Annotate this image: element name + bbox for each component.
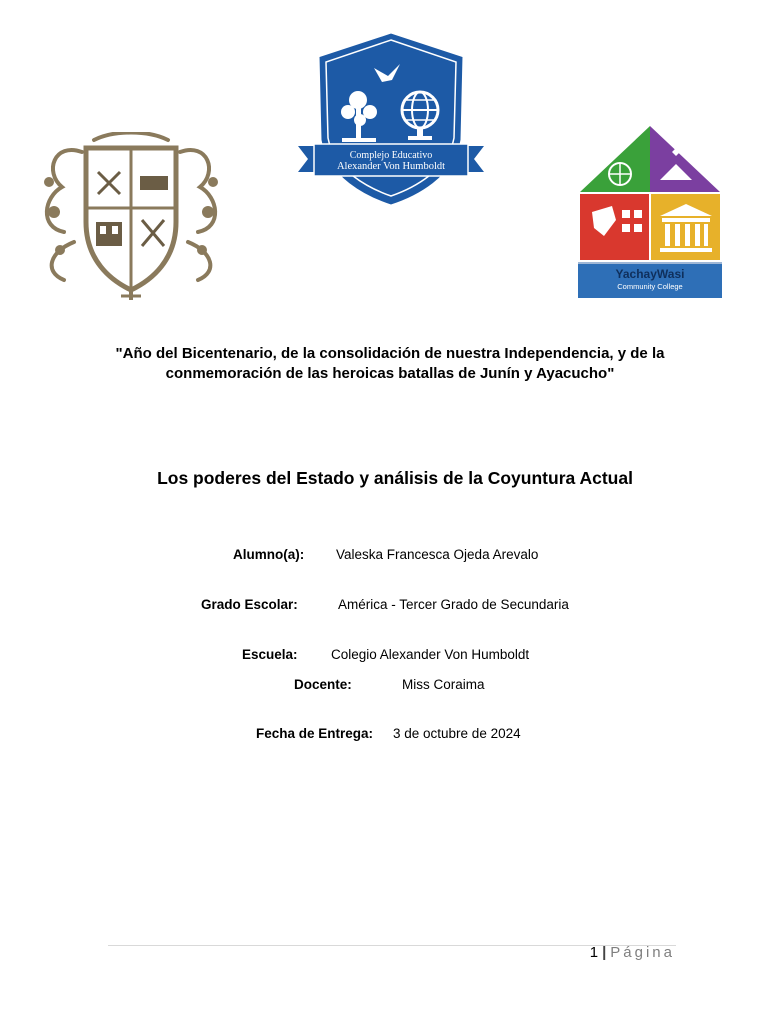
heraldic-crest-icon <box>34 132 228 302</box>
shield-emblem-icon <box>296 30 486 210</box>
docente-label: Docente: <box>294 677 352 692</box>
fecha-value: 3 de octubre de 2024 <box>393 726 521 741</box>
grado-value: América - Tercer Grado de Secundaria <box>338 597 569 612</box>
banner-line-1: Complejo Educativo <box>349 150 433 161</box>
banner-line-2: Alexander Von Humboldt <box>336 161 446 172</box>
escuela-value: Colegio Alexander Von Humboldt <box>331 647 530 662</box>
alumno-value: Valeska Francesca Ojeda Arevalo <box>336 547 539 562</box>
page-word: Página <box>610 944 675 961</box>
emblem-subtitle: Community College <box>617 282 683 291</box>
motto-text: "Año del Bicentenario, de la consolidación de nuestra Independencia, y de la conmemoración de las heroicas batallas de Junín y Ayacucho" <box>115 345 665 382</box>
docente-value: Miss Coraima <box>402 677 485 692</box>
fecha-label: Fecha de Entrega: <box>256 726 374 741</box>
emblem-name: YachayWasi <box>615 267 685 281</box>
page-footer <box>590 944 675 961</box>
page-number: 1 <box>589 944 599 961</box>
escuela-label: Escuela: <box>242 647 298 662</box>
footer-separator: | <box>602 944 607 961</box>
grado-label: Grado Escolar: <box>201 597 298 612</box>
alumno-label: Alumno(a): <box>233 547 305 562</box>
house-emblem-icon <box>576 124 724 302</box>
document-title: Los poderes del Estado y análisis de la Coyuntura Actual <box>157 468 633 488</box>
